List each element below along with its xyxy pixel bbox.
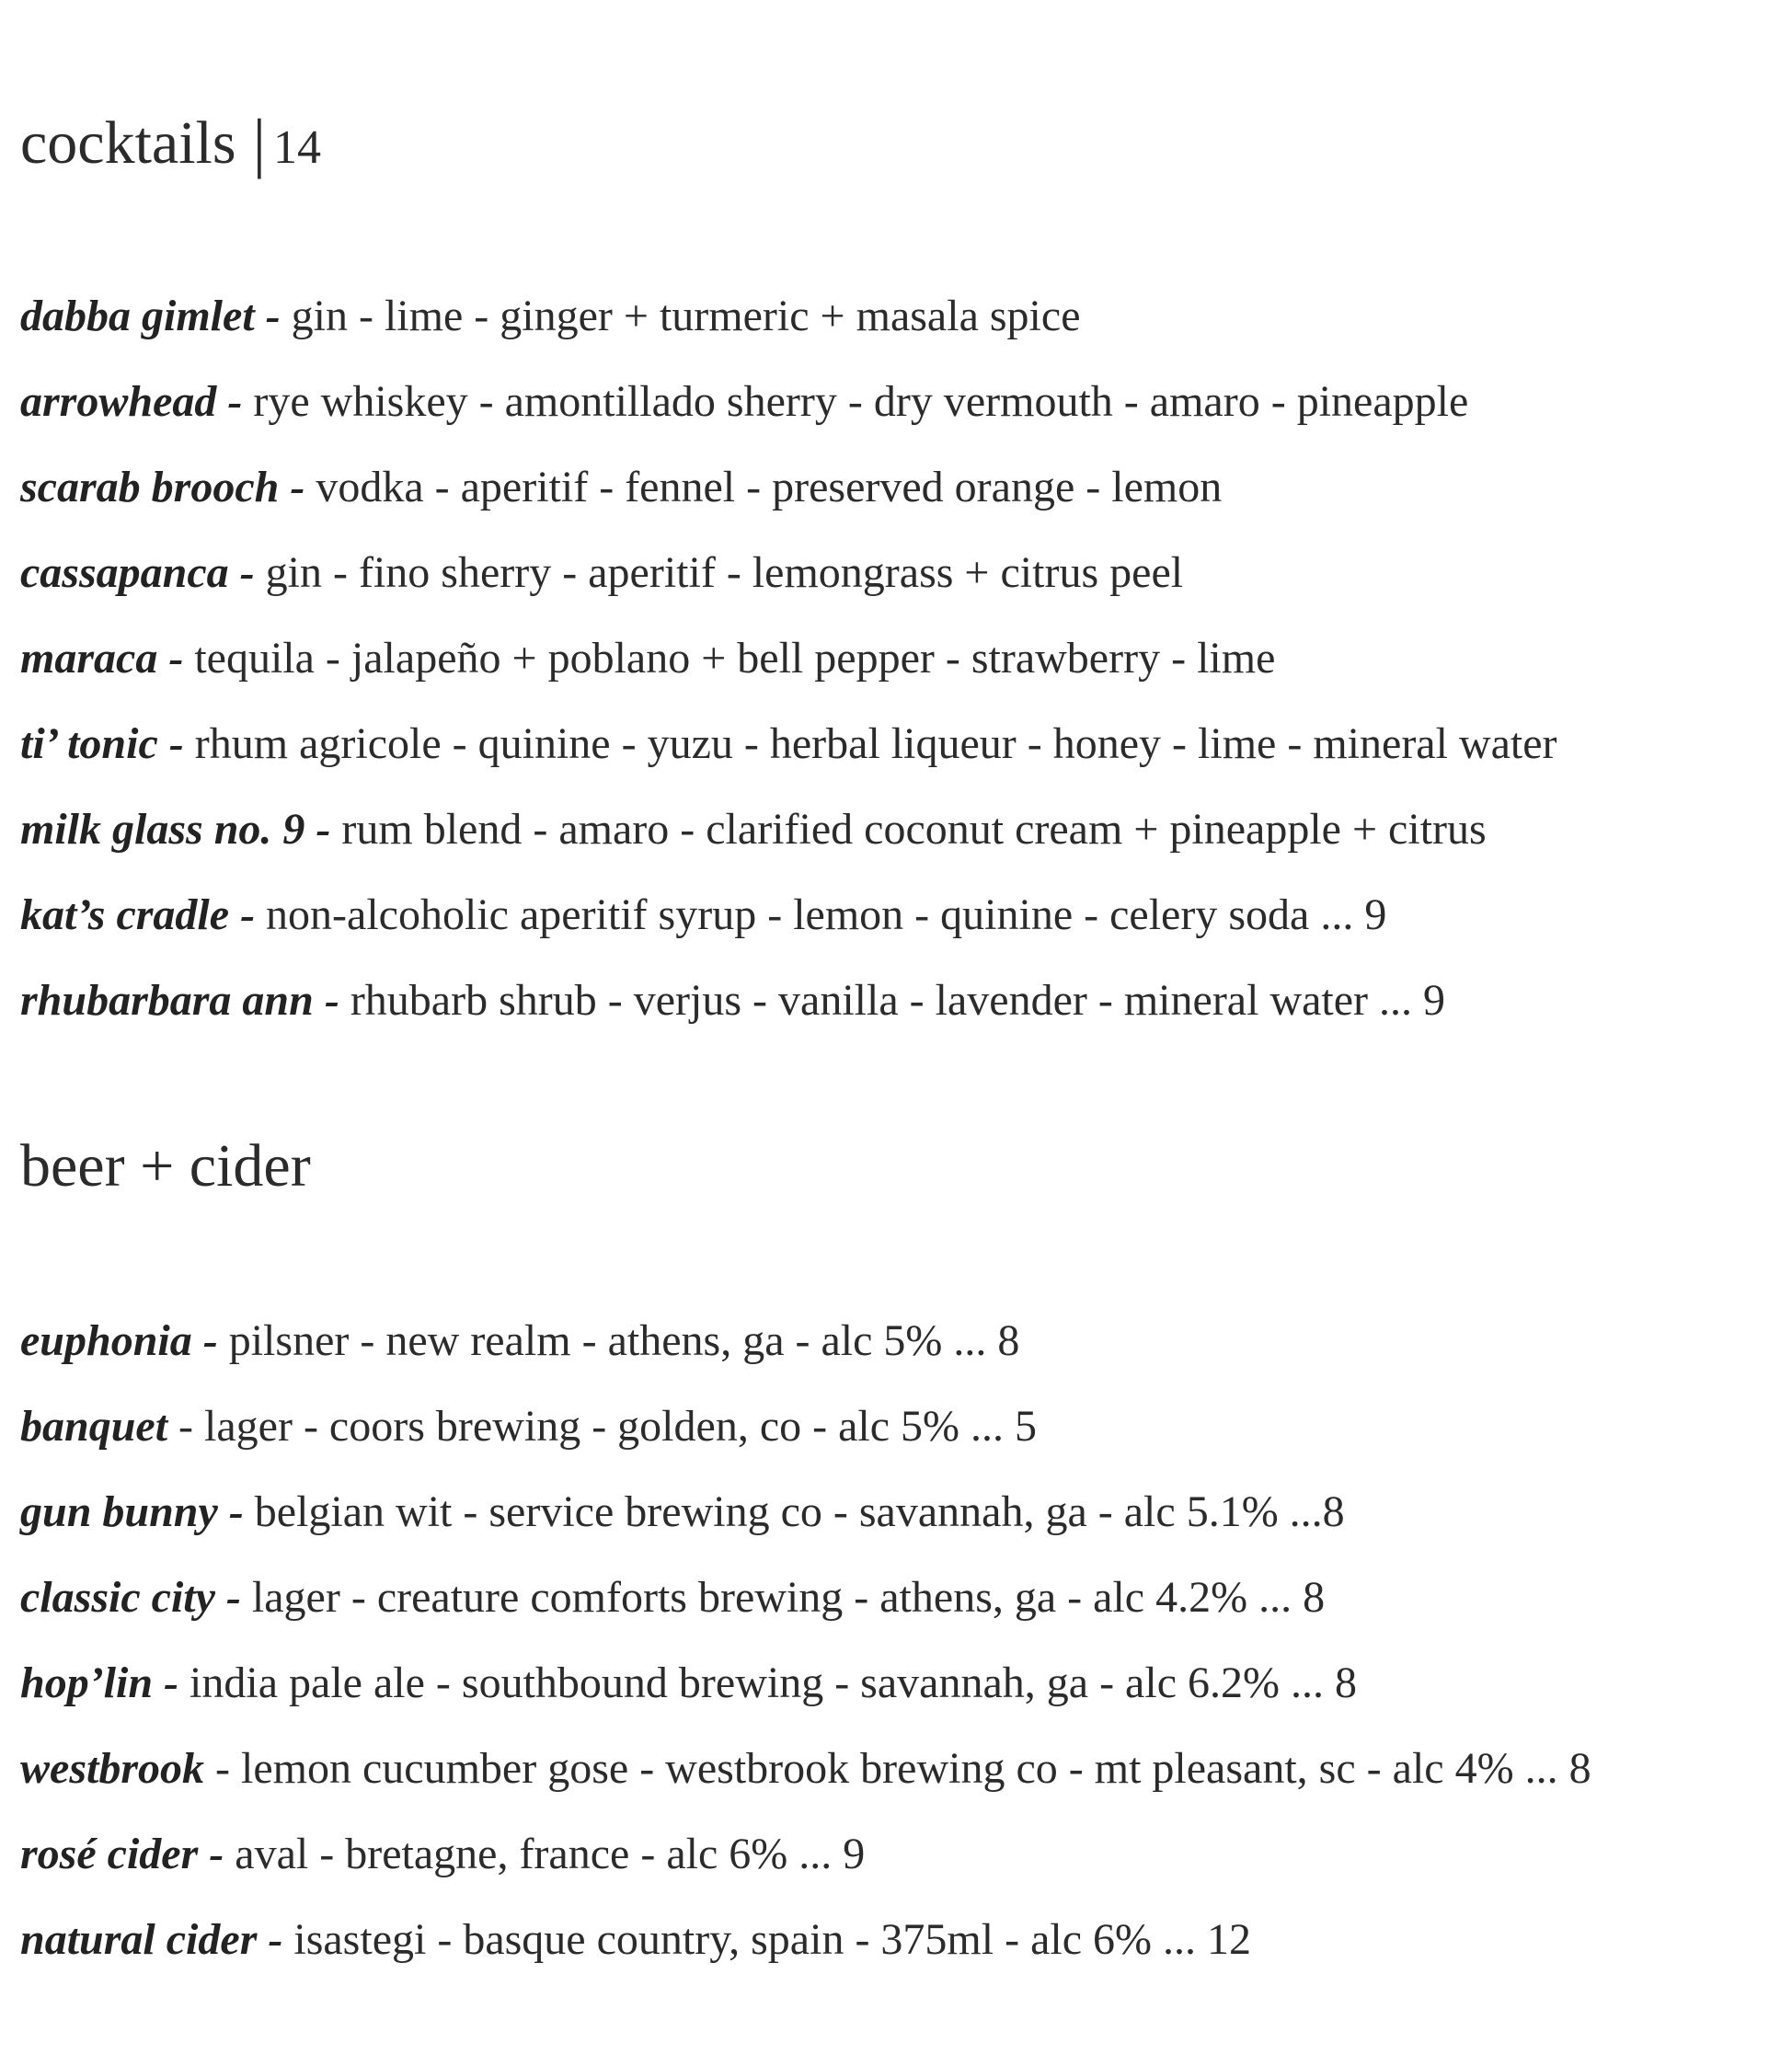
menu-item [20, 377, 1469, 426]
item-description: rhubarb shrub - verjus - vanilla - lavender - mineral water ... 9 [339, 976, 1446, 1025]
item-description: non-alcoholic aperitif syrup - lemon - quinine - celery soda ... 9 [255, 890, 1387, 939]
item-description: rum blend - amaro - clarified coconut cream + pineapple + citrus [330, 805, 1487, 854]
item-description: aval - bretagne, france - alc 6% ... 9 [224, 1830, 866, 1878]
menu-item [20, 1402, 1038, 1451]
item-description: india pale ale - southbound brewing - savannah, ga - alc 6.2% ... 8 [178, 1659, 1357, 1707]
item-description: vodka - aperitif - fennel - preserved orange - lemon [304, 463, 1223, 511]
item-name: milk glass no. 9 - [20, 805, 331, 854]
item-description: rhum agricole - quinine - yuzu - herbal liqueur - honey - lime - mineral water [183, 719, 1557, 768]
menu-item [20, 548, 1184, 597]
menu-item [20, 465, 1222, 510]
title-separator: | [252, 106, 266, 179]
menu-item [20, 1744, 1591, 1793]
item-name: maraca - [20, 634, 184, 683]
menu-item [20, 634, 1276, 683]
item-description: gin - fino sherry - aperitif - lemongrass + citrus peel [254, 548, 1184, 597]
item-name: cassapanca - [20, 548, 255, 597]
menu-item [20, 719, 1557, 768]
beer-cider-heading [20, 1132, 311, 1199]
menu-item [20, 1316, 1020, 1365]
item-name: gun bunny - [20, 1487, 244, 1536]
menu-item [20, 1487, 1345, 1536]
item-description: lager - creature comforts brewing - athens, ga - alc 4.2% ... 8 [240, 1573, 1326, 1622]
menu-item [20, 890, 1387, 939]
item-name: natural cider - [20, 1915, 283, 1964]
item-name: rhubarbara ann - [20, 976, 339, 1025]
item-name: ti’ tonic - [20, 719, 184, 768]
cocktails-heading [20, 106, 321, 179]
item-description: isastegi - basque country, spain - 375ml - alc 6% ... 12 [282, 1915, 1252, 1964]
item-description: rye whiskey - amontillado sherry - dry vermouth - amaro - pineapple [242, 377, 1469, 426]
item-name: westbrook [20, 1744, 205, 1793]
menu-item [20, 805, 1487, 854]
menu-item [20, 1661, 1357, 1705]
beer-cider-title: beer + cider [20, 1132, 311, 1199]
item-name: rosé cider - [20, 1830, 224, 1878]
item-description: tequila - jalapeño + poblano + bell pepper - strawberry - lime [183, 634, 1276, 683]
cocktails-title: cocktails [20, 109, 236, 177]
menu-item [20, 294, 1081, 339]
item-name: euphonia - [20, 1316, 218, 1365]
item-name: banquet [20, 1402, 168, 1451]
menu-item [20, 976, 1446, 1025]
menu-item [20, 1832, 865, 1877]
item-description: - lager - coors brewing - golden, co - alc 5% ... 5 [167, 1402, 1038, 1451]
item-description: - lemon cucumber gose - westbrook brewing co - mt pleasant, sc - alc 4% ... 8 [204, 1744, 1591, 1793]
item-description: pilsner - new realm - athens, ga - alc 5% ... 8 [217, 1316, 1020, 1365]
item-name: hop’lin - [20, 1659, 179, 1707]
item-name: scarab brooch - [20, 463, 305, 511]
cocktails-price: 14 [273, 121, 321, 174]
item-name: dabba gimlet - [20, 292, 281, 340]
item-description: gin - lime - ginger + turmeric + masala spice [280, 292, 1081, 340]
item-description: belgian wit - service brewing co - savannah, ga - alc 5.1% ...8 [243, 1487, 1345, 1536]
item-name: arrowhead - [20, 377, 243, 426]
menu-item [20, 1573, 1326, 1622]
menu-item [20, 1915, 1252, 1964]
item-name: classic city - [20, 1573, 241, 1622]
item-name: kat’s cradle - [20, 890, 256, 939]
